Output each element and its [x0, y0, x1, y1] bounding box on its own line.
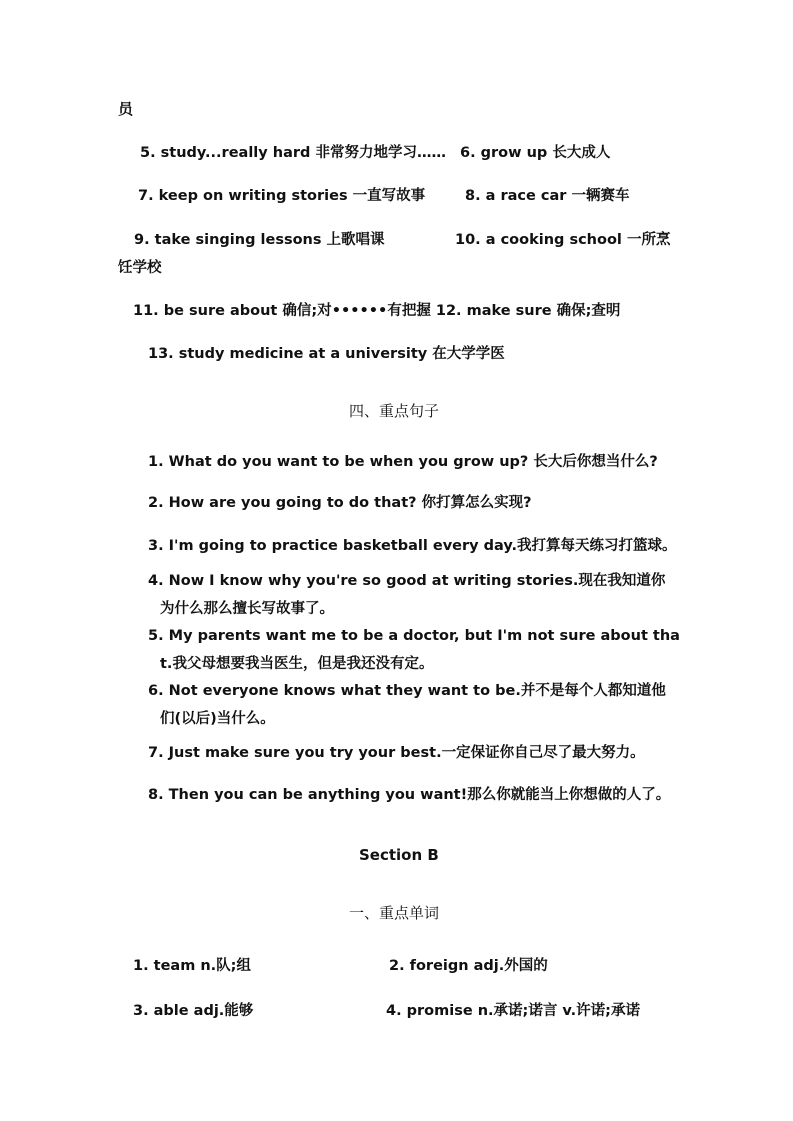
phrase-8: 8. a race car 一辆赛车 — [465, 188, 630, 204]
word-4: 4. promise n.承诺;诺言 v.许诺;承诺 — [386, 1003, 640, 1019]
phrase-10: 10. a cooking school 一所烹 — [455, 232, 671, 248]
sentence-7: 7. Just make sure you try your best.一定保证你自己尽了最大努力。 — [148, 745, 645, 761]
phrase-13: 13. study medicine at a university 在大学学医 — [148, 346, 505, 362]
sentence-4: 4. Now I know why you're so good at writing stories.现在我知道你 — [148, 573, 666, 589]
phrase-7: 7. keep on writing stories 一直写故事 — [138, 188, 426, 204]
section-b-title: Section B — [359, 846, 439, 864]
sentence-8: 8. Then you can be anything you want!那么你就能当上你想做的人了。 — [148, 787, 671, 803]
word-3: 3. able adj.能够 — [133, 1003, 254, 1019]
sentence-5-continuation: t.我父母想要我当医生，但是我还没有定。 — [160, 656, 434, 672]
phrase-9: 9. take singing lessons 上歌唱课 — [134, 232, 385, 248]
phrase-10-continuation: 饪学校 — [118, 260, 162, 276]
word-2: 2. foreign adj.外国的 — [389, 958, 548, 974]
phrase-6: 6. grow up 长大成人 — [460, 145, 611, 161]
phrase-5: 5. study...really hard 非常努力地学习…… — [140, 145, 446, 161]
key-words-heading: 一、重点单词 — [349, 904, 440, 922]
sentence-4-continuation: 为什么那么擅长写故事了。 — [160, 601, 334, 617]
sentence-6-continuation: 们(以后)当什么。 — [160, 711, 275, 727]
sentence-3: 3. I'm going to practice basketball every day.我打算每天练习打篮球。 — [148, 538, 677, 554]
phrase-continuation: 员 — [118, 100, 134, 118]
sentence-2: 2. How are you going to do that? 你打算怎么实现? — [148, 495, 532, 511]
sentence-5: 5. My parents want me to be a doctor, but I'm not sure about tha — [148, 628, 680, 644]
sentence-1: 1. What do you want to be when you grow up? 长大后你想当什么? — [148, 454, 658, 470]
key-sentences-heading: 四、重点句子 — [349, 402, 440, 420]
phrase-11-12: 11. be sure about 确信;对••••••有把握 12. make sure 确保;查明 — [133, 303, 621, 319]
sentence-6: 6. Not everyone knows what they want to be.并不是每个人都知道他 — [148, 683, 666, 699]
word-1: 1. team n.队;组 — [133, 958, 251, 974]
